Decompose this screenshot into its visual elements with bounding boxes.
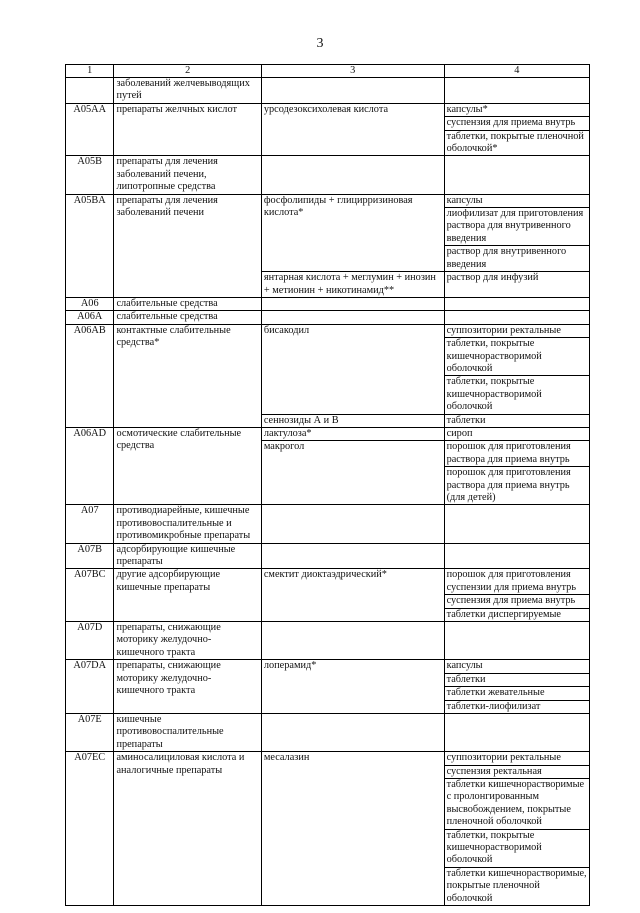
atc-code-cell: A05AA [66, 103, 114, 156]
header-cell-2: 2 [114, 65, 261, 78]
table-row [66, 622, 590, 660]
dosage-form-item: таблетки жевательные [445, 686, 589, 699]
dosage-form-cell [444, 622, 589, 660]
table-row [66, 311, 590, 324]
dosage-form-item: таблетки, покрытые кишечнорастворимой оболочкой [445, 337, 589, 375]
group-name-cell: слабительные средства [114, 311, 261, 324]
atc-code-cell [66, 78, 114, 104]
substance-cell [261, 156, 444, 194]
dosage-form-item: таблетки-лиофилизат [445, 700, 589, 713]
dosage-forms-cell [444, 414, 589, 427]
dosage-form-cell [444, 505, 589, 543]
substance-cell [261, 297, 444, 310]
group-name-cell: препараты желчных кислот [114, 103, 261, 156]
group-name-cell: другие адсорбирующие кишечные препараты [114, 569, 261, 622]
dosage-form-item: сироп [446, 427, 473, 439]
dosage-form-item: таблетки, покрытые пленочной оболочкой* [445, 130, 589, 156]
group-name-cell: препараты для лечения заболеваний печени [114, 194, 261, 297]
dosage-form-cell [444, 297, 589, 310]
group-name-cell: кишечные противовоспалительные препараты [114, 713, 261, 751]
substance-cell [261, 505, 444, 543]
substance-cell: месалазин [261, 752, 444, 906]
substance-cell: бисакодил [261, 324, 444, 414]
group-name-cell: препараты для лечения заболеваний печени, липотропные средства [114, 156, 261, 194]
dosage-form-cell [444, 713, 589, 751]
substance-cell: янтарная кислота + меглумин + инозин + метионин + никотинамид** [261, 272, 444, 298]
substance-cell: смектит диоктаэдрический* [261, 569, 444, 622]
dosage-form-item: лиофилизат для приготовления раствора для внутривенного введения [445, 207, 589, 245]
table-row [66, 752, 590, 906]
dosage-forms-cell [444, 660, 589, 714]
table-row [66, 78, 590, 104]
dosage-forms-cell [444, 427, 589, 440]
dosage-form-item: капсулы [446, 194, 483, 206]
dosage-form-cell [444, 543, 589, 569]
dosage-forms-cell [444, 441, 589, 505]
group-name-cell: адсорбирующие кишечные препараты [114, 543, 261, 569]
group-name-cell: препараты, снижающие моторику желудочно-кишечного тракта [114, 622, 261, 660]
dosage-form-item: раствор для внутривенного введения [445, 245, 589, 271]
dosage-form-item: суспензия для приема внутрь [445, 594, 589, 607]
group-name-cell: аминосалициловая кислота и аналогичные препараты [114, 752, 261, 906]
dosage-form-item: капсулы* [446, 103, 488, 115]
group-name-cell: противодиарейные, кишечные противовоспалительные и противомикробные препараты [114, 505, 261, 543]
medicines-table [65, 64, 590, 906]
table-row [66, 103, 590, 156]
substance-cell: сеннозиды А и В [261, 414, 444, 427]
dosage-form-item: порошок для приготовления раствора для приема внутрь [446, 441, 571, 465]
dosage-form-item: раствор для инфузий [446, 272, 539, 284]
table-row [66, 427, 590, 440]
dosage-form-item: суспензия для приема внутрь [445, 116, 589, 129]
header-cell-1: 1 [66, 65, 114, 78]
dosage-form-cell [444, 311, 589, 324]
atc-code-cell: A06AB [66, 324, 114, 427]
dosage-form-item: таблетки [445, 673, 589, 686]
dosage-form-item: капсулы [446, 660, 483, 672]
substance-cell [261, 622, 444, 660]
substance-cell: фосфолипиды + глицирризиновая кислота* [261, 194, 444, 271]
substance-cell: урсодезоксихолевая кислота [261, 103, 444, 156]
header-cell-4: 4 [444, 65, 589, 78]
atc-code-cell: A07E [66, 713, 114, 751]
table-row [66, 660, 590, 714]
dosage-forms-cell [444, 272, 589, 298]
substance-cell: макрогол [261, 441, 444, 505]
substance-cell [261, 311, 444, 324]
substance-cell: лактулоза* [261, 427, 444, 440]
dosage-forms-cell [444, 103, 589, 156]
dosage-form-item: таблетки, покрытые кишечнорастворимой оболочкой [445, 375, 589, 413]
table-header-row [66, 65, 590, 78]
dosage-form-item: таблетки, покрытые кишечнорастворимой оболочкой [445, 829, 589, 867]
substance-cell [261, 713, 444, 751]
dosage-forms-cell [444, 569, 589, 622]
atc-code-cell: A06A [66, 311, 114, 324]
atc-code-cell: A07EC [66, 752, 114, 906]
table-row [66, 713, 590, 751]
table-row [66, 569, 590, 622]
group-name-cell: осмотические слабительные средства [114, 427, 261, 504]
atc-code-cell: A07 [66, 505, 114, 543]
dosage-form-item: таблетки кишечнорастворимые, покрытые пленочной оболочкой [445, 867, 589, 905]
atc-code-cell: A07DA [66, 660, 114, 714]
dosage-form-item: суппозитории ректальные [446, 324, 561, 336]
group-name-cell: слабительные средства [114, 297, 261, 310]
dosage-form-item: порошок для приготовления суспензии для приема внутрь [446, 569, 577, 593]
atc-code-cell: A06AD [66, 427, 114, 504]
table-row [66, 297, 590, 310]
dosage-form-item: суппозитории ректальные [446, 752, 561, 764]
dosage-form-item: таблетки кишечнорастворимые с пролонгированным высвобождением, покрытые пленочной оболочкой [445, 778, 589, 829]
atc-code-cell: A06 [66, 297, 114, 310]
dosage-forms-cell [444, 752, 589, 906]
substance-cell: лоперамид* [261, 660, 444, 714]
table-row [66, 156, 590, 194]
dosage-form-item: таблетки диспергируемые [445, 608, 589, 621]
atc-code-cell: A05BA [66, 194, 114, 297]
dosage-forms-cell [444, 324, 589, 414]
dosage-form-item: порошок для приготовления раствора для приема внутрь (для детей) [445, 466, 589, 504]
substance-cell [261, 543, 444, 569]
dosage-form-item: таблетки [446, 414, 486, 426]
page-number: 3 [316, 36, 324, 51]
dosage-form-cell [444, 156, 589, 194]
header-cell-3: 3 [261, 65, 444, 78]
table-row [66, 543, 590, 569]
table-row [66, 194, 590, 271]
group-name-cell: контактные слабительные средства* [114, 324, 261, 427]
table-row [66, 324, 590, 414]
dosage-forms-cell [444, 194, 589, 271]
dosage-form-item: суспензия ректальная [445, 765, 589, 778]
group-name-cell: заболеваний желчевыводящих путей [114, 78, 261, 104]
substance-cell [261, 78, 444, 104]
table-row [66, 505, 590, 543]
atc-code-cell: A07B [66, 543, 114, 569]
atc-code-cell: A07BC [66, 569, 114, 622]
dosage-form-cell [444, 78, 589, 104]
atc-code-cell: A07D [66, 622, 114, 660]
group-name-cell: препараты, снижающие моторику желудочно-кишечного тракта [114, 660, 261, 714]
atc-code-cell: A05B [66, 156, 114, 194]
